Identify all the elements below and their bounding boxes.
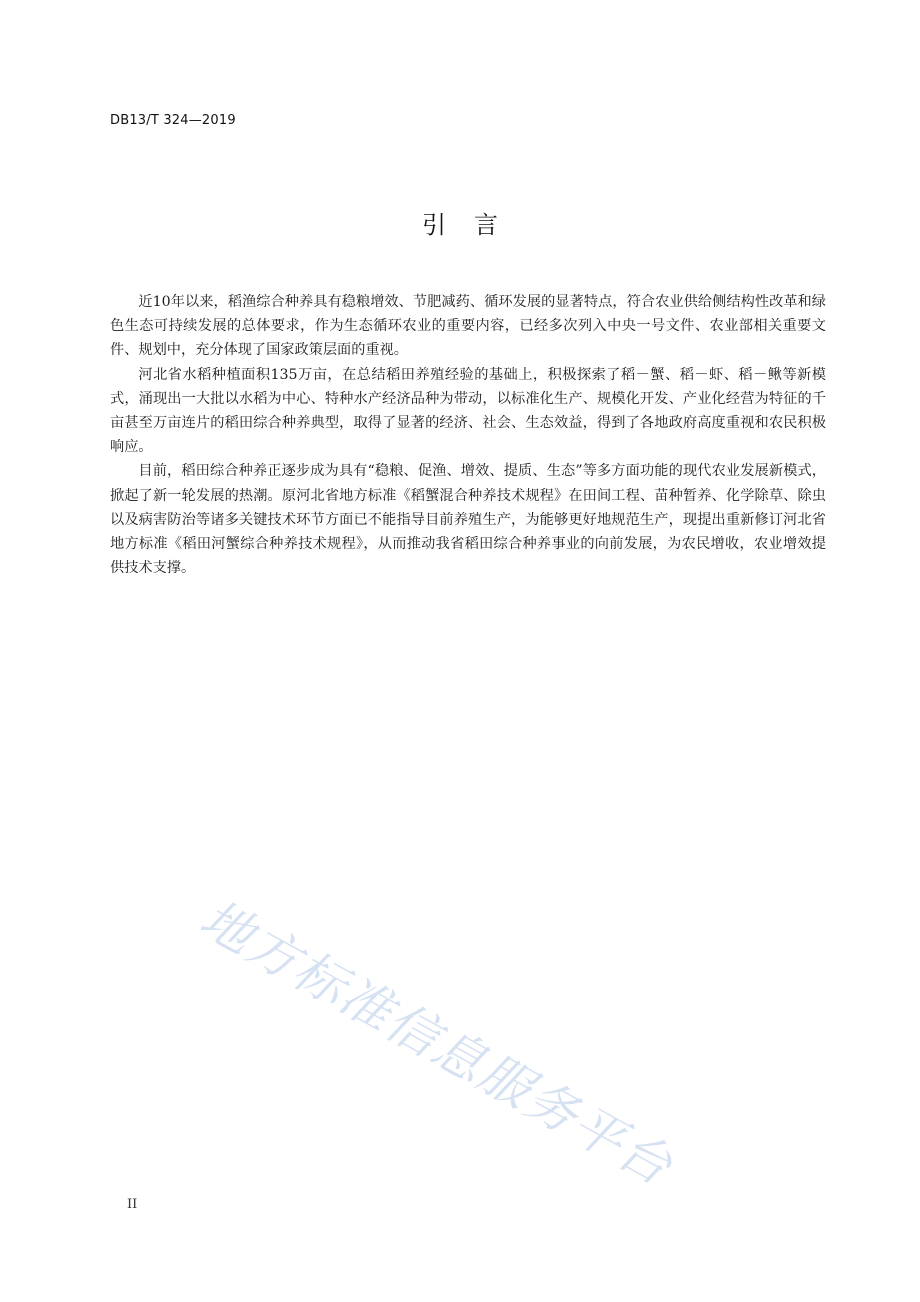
paragraph-3: 目前，稻田综合种养正逐步成为具有“稳粮、促渔、增效、提质、生态”等多方面功能的现代农业发展新模式，掀起了新一轮发展的热潮。原河北省地方标准《稻蟹混合种养技术规程》在田间工程、苗种暂养、化学除草、除虫以及病害防治等诸多关键技术环节方面已不能指导目前养殖生产，为能够更好地规范生产，现提出重新修订河北省地方标准《稻田河蟹综合种养技术规程》，从而推动我省稻田综合种养事业的向前发展，为农民增收，农业增效提供技术支撑。 (110, 463, 826, 577)
body-text (110, 290, 826, 580)
document-code: DB13/T 324—2019 (110, 113, 236, 128)
page-number: II (127, 1197, 138, 1212)
paragraph-1: 近10年以来，稻渔综合种养具有稳粮增效、节肥减药、循环发展的显著特点，符合农业供给侧结构性改革和绿色生态可持续发展的总体要求，作为生态循环农业的重要内容，已经多次列入中央一号文件、农业部相关重要文件、规划中，充分体现了国家政策层面的重视。 (110, 294, 826, 359)
paragraph-2: 河北省水稻种植面积135万亩，在总结稻田养殖经验的基础上，积极探索了稻－蟹、稻－虾、稻－鳅等新模式，涌现出一大批以水稻为中心、特种水产经济品种为带动，以标准化生产、规模化开发、产业化经营为特征的千亩甚至万亩连片的稻田综合种养典型，取得了显著的经济、社会、生态效益，得到了各地政府高度重视和农民积极响应。 (110, 366, 826, 456)
section-title: 引言 (422, 211, 526, 239)
watermark-text: 地方标准信息服务平台 (190, 889, 683, 1198)
